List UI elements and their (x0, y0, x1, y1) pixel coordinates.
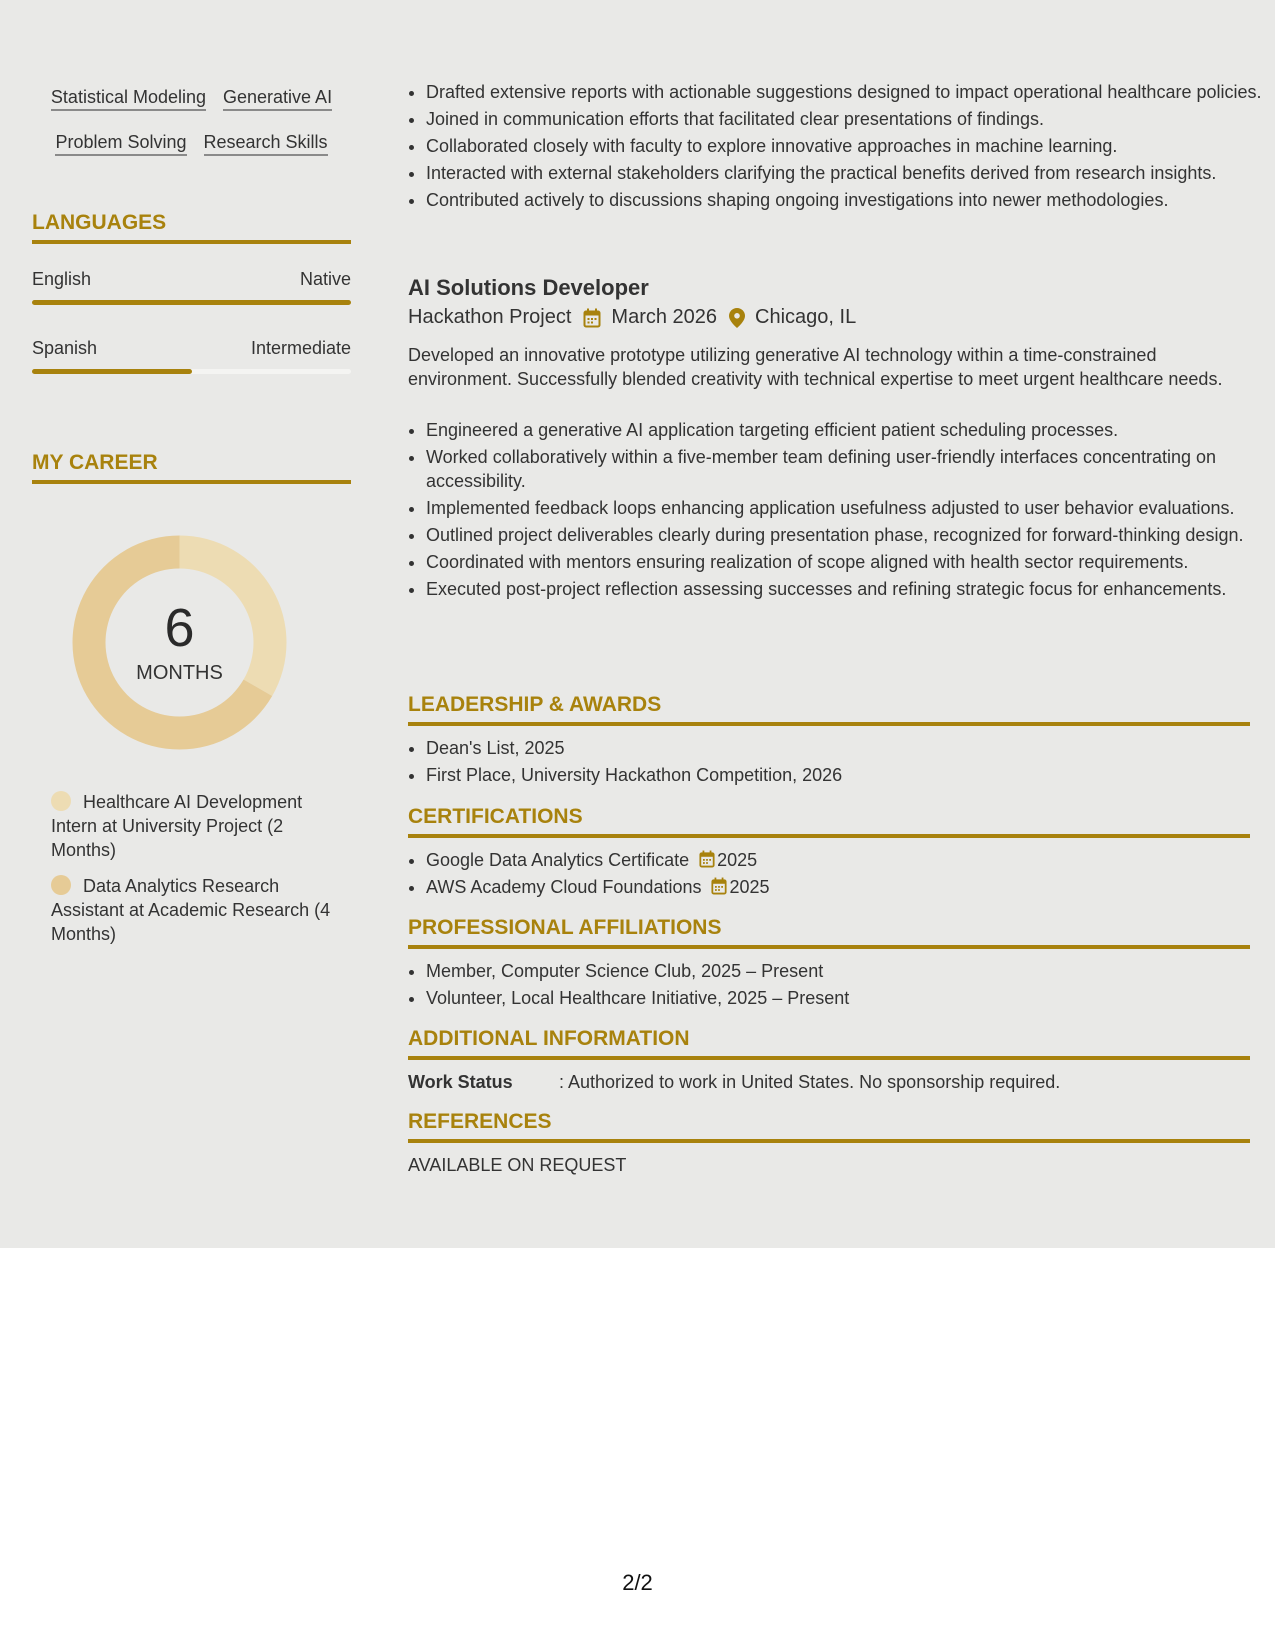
legend-label: Healthcare AI Development Intern at University Project (2 Months) (51, 792, 303, 860)
list-item: • Worked collaboratively within a five-member team defining user-friendly interfaces concentrating on accessibility. (426, 445, 1268, 493)
certification-year: 2025 (729, 877, 770, 897)
location-pin-icon (729, 308, 745, 328)
list-item: • Outlined project deliverables clearly during presentation phase, recognized for forward-thinking design. (426, 523, 1268, 547)
awards-heading: LEADERSHIP & AWARDS (408, 692, 1250, 726)
certifications-section (408, 804, 1250, 902)
list-item: • Executed post-project reflection assessing successes and refining strategic focus for enhancements. (426, 577, 1268, 601)
list-item (426, 875, 1250, 899)
certification-name: AWS Academy Cloud Foundations (426, 877, 702, 897)
references-text: AVAILABLE ON REQUEST (408, 1155, 627, 1175)
language-bar-fill (32, 300, 351, 305)
list-item: • Drafted extensive reports with actionable suggestions designed to impact operational healthcare policies. (426, 80, 1268, 104)
legend-dot (51, 791, 71, 811)
list-item: • Joined in communication efforts that facilitated clear presentations of findings. (426, 107, 1268, 131)
skill-tag: Generative AI (223, 86, 332, 111)
list-item: • Interacted with external stakeholders clarifying the practical benefits derived from research insights. (426, 161, 1268, 185)
page-number: 2/2 (622, 1570, 653, 1595)
skill-tag: Research Skills (204, 131, 328, 156)
skill-tag: Statistical Modeling (51, 86, 206, 111)
career-legend (51, 790, 331, 958)
additional-info-heading: ADDITIONAL INFORMATION (408, 1026, 1250, 1060)
list-item: • Contributed actively to discussions shaping ongoing investigations into newer methodologies. (426, 188, 1268, 212)
language-item (32, 268, 351, 305)
job-description: Developed an innovative prototype utilizing generative AI technology within a time-constrained environment. Successfully blended creativity with technical expertise to meet urgent healthcare needs. (408, 345, 1223, 389)
language-name: English (32, 269, 92, 289)
career-heading: MY CAREER (32, 450, 351, 484)
job-bullets (408, 418, 1268, 604)
skill-tag: Problem Solving (55, 131, 186, 156)
certifications-heading: CERTIFICATIONS (408, 804, 1250, 838)
career-unit: MONTHS (136, 662, 223, 684)
awards-section (408, 692, 1250, 790)
calendar-icon (583, 308, 601, 328)
language-level: Native (299, 269, 351, 289)
list-item: • Implemented feedback loops enhancing application usefulness adjusted to user behavior evaluations. (426, 496, 1268, 520)
legend-item (51, 874, 331, 946)
language-bar (32, 300, 351, 305)
references-section (408, 1109, 1250, 1177)
list-item (426, 848, 1250, 872)
work-status-row (408, 1070, 1250, 1094)
list-item: • Collaborated closely with faculty to explore innovative approaches in machine learning. (426, 134, 1268, 158)
skills-list (32, 86, 351, 176)
affiliations-heading: PROFESSIONAL AFFILIATIONS (408, 915, 1250, 949)
job-organization: Hackathon Project (408, 306, 572, 328)
list-item: • Member, Computer Science Club, 2025 – Present (426, 959, 1250, 983)
work-status-value: : Authorized to work in United States. No sponsorship required. (559, 1072, 1061, 1092)
job-meta (408, 306, 856, 329)
language-level: Intermediate (250, 338, 351, 358)
list-item: • Engineered a generative AI application targeting efficient patient scheduling processes. (426, 418, 1268, 442)
career-total: 6 (164, 598, 195, 658)
calendar-icon (699, 850, 715, 868)
list-item: • Dean's List, 2025 (426, 736, 1250, 760)
job-title: AI Solutions Developer (408, 275, 649, 300)
list-item: • Volunteer, Local Healthcare Initiative, 2025 – Present (426, 986, 1250, 1010)
legend-dot (51, 875, 71, 895)
list-item: • Coordinated with mentors ensuring realization of scope aligned with health sector requirements. (426, 550, 1268, 574)
references-heading: REFERENCES (408, 1109, 1250, 1143)
legend-item (51, 790, 331, 862)
languages-heading: LANGUAGES (32, 210, 351, 244)
certification-name: Google Data Analytics Certificate (426, 850, 690, 870)
job-date: March 2026 (611, 306, 718, 328)
skills-row (32, 131, 351, 156)
affiliations-section (408, 915, 1250, 1013)
list-item: • First Place, University Hackathon Competition, 2026 (426, 763, 1250, 787)
language-bar-fill (32, 369, 192, 374)
language-item (32, 337, 351, 374)
previous-job-bullets (408, 80, 1268, 215)
additional-info-section (408, 1026, 1250, 1094)
calendar-icon (711, 877, 727, 895)
legend-label: Data Analytics Research Assistant at Academic Research (4 Months) (51, 876, 331, 944)
language-bar (32, 369, 351, 374)
job-location: Chicago, IL (755, 306, 857, 328)
work-status-label: Work Status (408, 1072, 513, 1092)
certification-year: 2025 (717, 850, 758, 870)
language-name: Spanish (32, 338, 98, 358)
skills-row (32, 86, 351, 111)
